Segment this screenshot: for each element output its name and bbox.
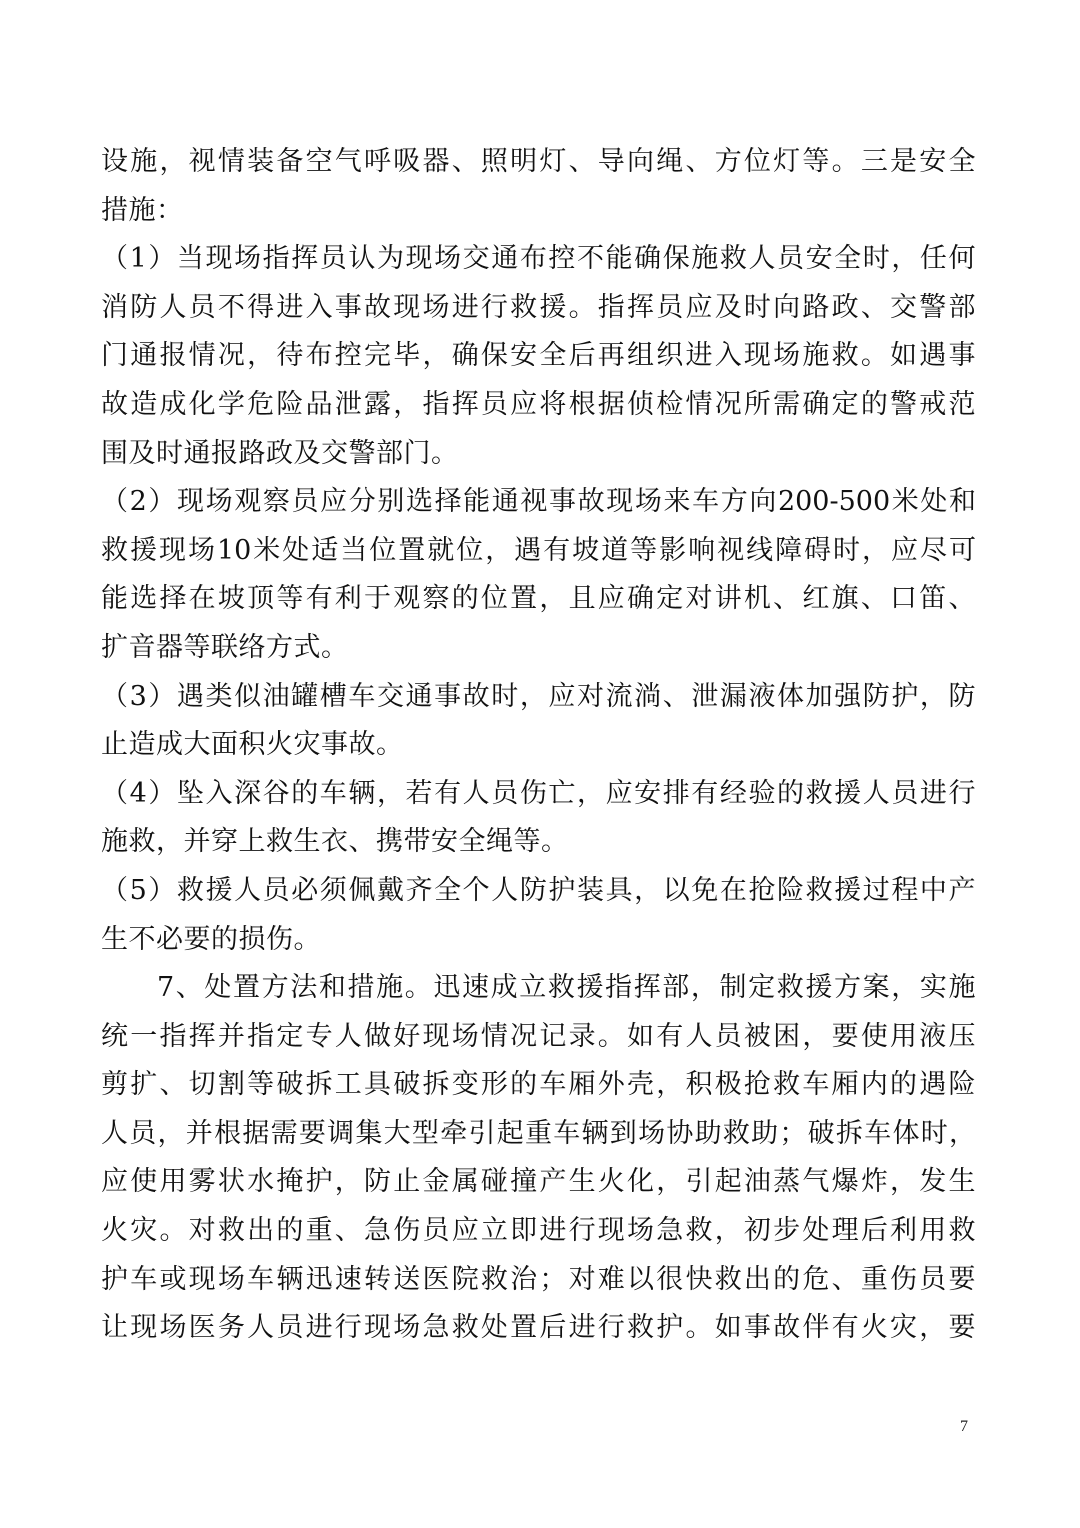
text-line: 围及时通报路政及交警部门。 (101, 437, 459, 469)
text-line: 统一指挥并指定专人做好现场情况记录。如有人员被困，要使用液压 (101, 1020, 976, 1052)
text-line: 止造成大面积火灾事故。 (101, 729, 404, 761)
text-line: 消防人员不得进入事故现场进行救援。指挥员应及时向路政、交警部 (101, 291, 976, 323)
text-line: 故造成化学危险品泄露，指挥员应将根据侦检情况所需确定的警戒范 (101, 388, 976, 420)
text-line: 救援现场10米处适当位置就位，遇有坡道等影响视线障碍时，应尽可 (101, 534, 976, 566)
text-line: 火灾。对救出的重、急伤员应立即进行现场急救，初步处理后利用救 (101, 1215, 976, 1247)
text-line: 设施，视情装备空气呼吸器、照明灯、导向绳、方位灯等。三是安全 (101, 146, 976, 177)
body-text (101, 138, 976, 1353)
text-line: 7、处置方法和措施。迅速成立救援指挥部，制定救援方案，实施 (157, 972, 976, 1004)
text-line: 能选择在坡顶等有利于观察的位置，且应确定对讲机、红旗、口笛、 (101, 583, 976, 615)
text-line: （4）坠入深谷的车辆，若有人员伤亡，应安排有经验的救援人员进行 (101, 777, 976, 809)
text-line: 应使用雾状水掩护，防止金属碰撞产生火化，引起油蒸气爆炸，发生 (101, 1166, 976, 1198)
text-line: 扩音器等联络方式。 (101, 631, 349, 663)
text-line: 让现场医务人员进行现场急救处置后进行救护。如事故伴有火灾，要 (101, 1312, 976, 1344)
text-line: （5）救援人员必须佩戴齐全个人防护装具，以免在抢险救援过程中产 (101, 874, 976, 906)
text-line: （3）遇类似油罐槽车交通事故时，应对流淌、泄漏液体加强防护，防 (101, 680, 976, 712)
text-line: 施救，并穿上救生衣、携带安全绳等。 (101, 826, 569, 858)
text-line: 门通报情况，待布控完毕，确保安全后再组织进入现场施救。如遇事 (101, 340, 976, 372)
text-line: 剪扩、切割等破拆工具破拆变形的车厢外壳，积极抢救车厢内的遇险 (101, 1069, 976, 1101)
text-line: 措施： (101, 194, 184, 226)
text-line: 人员，并根据需要调集大型牵引起重车辆到场协助救助；破拆车体时， (101, 1117, 976, 1149)
text-line: （1）当现场指挥员认为现场交通布控不能确保施救人员安全时，任何 (101, 243, 976, 275)
page-number: 7 (960, 1418, 968, 1435)
text-line: 生不必要的损伤。 (101, 923, 321, 955)
text-line: 护车或现场车辆迅速转送医院救治；对难以很快救出的危、重伤员要 (101, 1263, 976, 1295)
text-line: （2）现场观察员应分别选择能通视事故现场来车方向200-500米处和 (101, 486, 976, 518)
